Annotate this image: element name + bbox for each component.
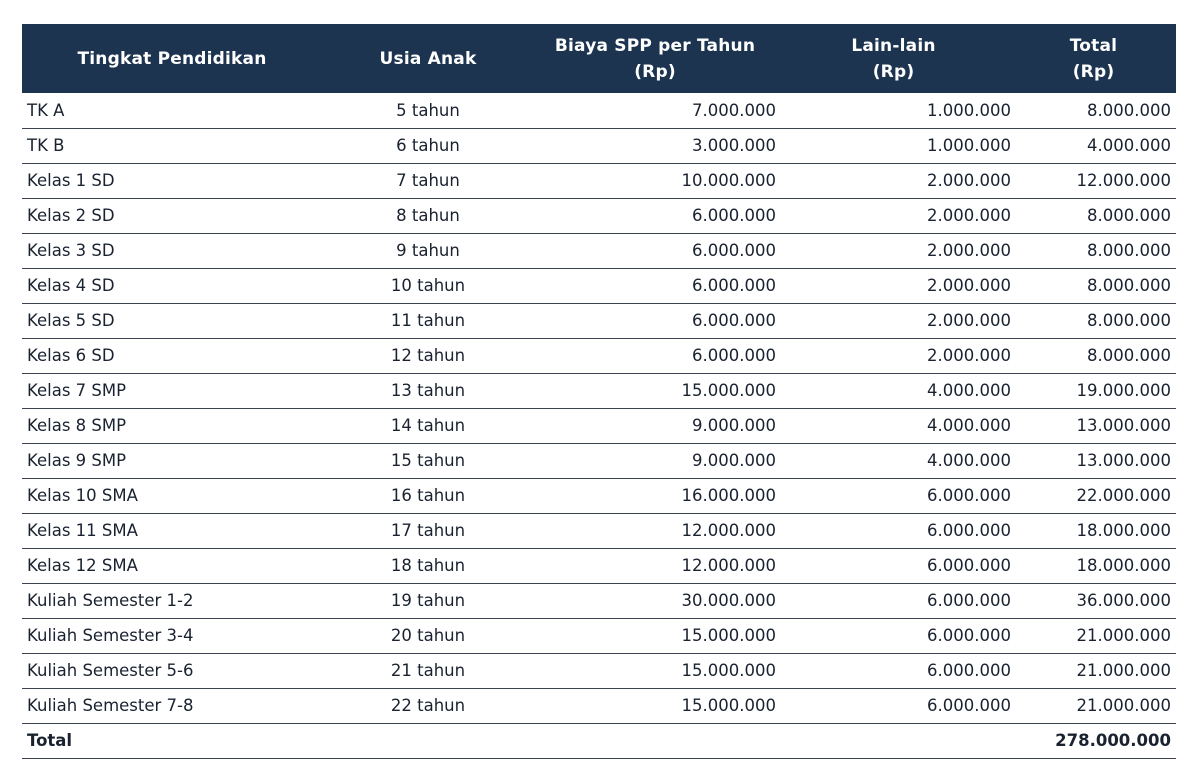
cell-spp: 12.000.000 [681,521,776,540]
cell-spp: 15.000.000 [681,626,776,645]
header-age [322,24,534,93]
cell-age: 15 tahun [390,451,466,470]
cell-other: 2.000.000 [927,346,1011,365]
cell-total: 8.000.000 [1087,206,1171,225]
cell-total: 8.000.000 [1087,276,1171,295]
cell-age: 13 tahun [390,381,466,400]
table-row [22,583,1176,618]
cell-other: 4.000.000 [927,451,1011,470]
cell-level: Kuliah Semester 1-2 [27,591,194,610]
cell-spp: 15.000.000 [681,696,776,715]
cell-age: 22 tahun [390,696,466,715]
cell-age: 20 tahun [390,626,466,645]
cell-level: TK B [27,136,65,155]
cell-spp: 9.000.000 [692,416,776,435]
cell-spp: 10.000.000 [681,171,776,190]
table-row [22,548,1176,583]
cell-total: 13.000.000 [1076,451,1171,470]
cell-other: 6.000.000 [927,521,1011,540]
cell-age: 5 tahun [396,100,460,120]
total-row [22,723,1176,758]
table-row [22,688,1176,723]
cell-spp: 6.000.000 [692,346,776,365]
cell-level: Kelas 8 SMP [27,416,127,435]
header-total [1011,24,1176,93]
cell-total: 18.000.000 [1076,521,1171,540]
cell-total: 22.000.000 [1076,486,1171,505]
cell-spp: 3.000.000 [692,136,776,155]
cell-other: 2.000.000 [927,311,1011,330]
cell-level: Kelas 2 SD [27,206,115,225]
header-total-line1: Total [1069,35,1118,56]
cell-level: Kuliah Semester 7-8 [27,696,194,715]
cell-other: 6.000.000 [927,556,1011,575]
table-row [22,653,1176,688]
cell-other: 6.000.000 [927,661,1011,680]
table-row [22,478,1176,513]
total-spp-empty [534,723,776,758]
table-row [22,618,1176,653]
cell-age: 18 tahun [390,556,466,575]
table-row [22,163,1176,198]
cell-other: 6.000.000 [927,696,1011,715]
cell-spp: 9.000.000 [692,451,776,470]
cell-level: Kelas 4 SD [27,276,115,295]
table-row [22,373,1176,408]
cell-level: Kelas 7 SMP [27,381,127,400]
cell-level: Kelas 5 SD [27,311,115,330]
education-cost-table [22,24,1176,759]
cell-level: Kelas 11 SMA [27,521,138,540]
cell-level: Kuliah Semester 3-4 [27,626,194,645]
header-row [22,24,1176,93]
table-body [22,93,1176,723]
header-other [776,24,1011,93]
table-row [22,128,1176,163]
cell-total: 8.000.000 [1087,100,1171,120]
header-total-line2: (Rp) [1072,61,1115,82]
header-other-line1: Lain-lain [851,35,936,56]
cell-other: 2.000.000 [927,241,1011,260]
cell-spp: 6.000.000 [692,241,776,260]
cell-age: 9 tahun [396,241,460,260]
cell-age: 21 tahun [390,661,466,680]
cell-total: 18.000.000 [1076,556,1171,575]
cell-spp: 7.000.000 [692,100,776,120]
cell-total: 21.000.000 [1076,626,1171,645]
cell-spp: 15.000.000 [681,661,776,680]
cell-total: 12.000.000 [1076,171,1171,190]
cell-age: 17 tahun [390,521,466,540]
cell-other: 1.000.000 [927,100,1011,120]
total-label: Total [27,731,73,750]
cell-level: Kelas 1 SD [27,171,115,190]
cell-other: 2.000.000 [927,206,1011,225]
header-spp [534,24,776,93]
cell-total: 4.000.000 [1087,136,1171,155]
table-row [22,303,1176,338]
table-row [22,513,1176,548]
table-row [22,268,1176,303]
cell-age: 16 tahun [390,486,466,505]
cell-total: 36.000.000 [1076,591,1171,610]
table-row [22,93,1176,128]
cell-other: 1.000.000 [927,136,1011,155]
table-row [22,233,1176,268]
cell-total: 8.000.000 [1087,346,1171,365]
cell-age: 10 tahun [390,276,466,295]
cell-total: 13.000.000 [1076,416,1171,435]
cell-other: 2.000.000 [927,171,1011,190]
cell-total: 21.000.000 [1076,696,1171,715]
cell-level: Kelas 3 SD [27,241,115,260]
cell-level: Kelas 10 SMA [27,486,138,505]
cell-age: 19 tahun [390,591,466,610]
cell-age: 6 tahun [396,136,460,155]
table-row [22,408,1176,443]
header-other-line2: (Rp) [872,61,915,82]
table-footer [22,723,1176,758]
cell-spp: 6.000.000 [692,311,776,330]
cell-other: 4.000.000 [927,416,1011,435]
cell-age: 12 tahun [390,346,466,365]
cell-spp: 6.000.000 [692,276,776,295]
header-level-label: Tingkat Pendidikan [77,48,267,69]
cell-other: 6.000.000 [927,626,1011,645]
cost-table-container [22,24,1176,759]
cell-level: Kelas 9 SMP [27,451,127,470]
cell-spp: 15.000.000 [681,381,776,400]
cell-age: 7 tahun [396,171,460,190]
cell-level: Kuliah Semester 5-6 [27,661,194,680]
cell-total: 8.000.000 [1087,241,1171,260]
cell-age: 8 tahun [396,206,460,225]
cell-total: 8.000.000 [1087,311,1171,330]
cell-level: Kelas 12 SMA [27,556,138,575]
cell-spp: 12.000.000 [681,556,776,575]
cell-age: 11 tahun [390,311,466,330]
cell-spp: 16.000.000 [681,486,776,505]
header-spp-line1: Biaya SPP per Tahun [554,35,756,56]
cell-other: 4.000.000 [927,381,1011,400]
cell-level: Kelas 6 SD [27,346,115,365]
cell-spp: 6.000.000 [692,206,776,225]
table-row [22,338,1176,373]
cell-total: 19.000.000 [1076,381,1171,400]
cell-spp: 30.000.000 [681,591,776,610]
grand-total-value: 278.000.000 [1055,731,1171,750]
total-other-empty [776,723,1011,758]
cell-age: 14 tahun [390,416,466,435]
cell-level: TK A [27,100,65,120]
cell-other: 2.000.000 [927,276,1011,295]
cell-other: 6.000.000 [927,486,1011,505]
total-age-empty [322,723,534,758]
header-age-label: Usia Anak [379,48,477,69]
table-row [22,198,1176,233]
cell-total: 21.000.000 [1076,661,1171,680]
table-row [22,443,1176,478]
header-level [22,24,322,93]
table-header [22,24,1176,93]
cell-other: 6.000.000 [927,591,1011,610]
header-spp-line2: (Rp) [634,61,676,82]
